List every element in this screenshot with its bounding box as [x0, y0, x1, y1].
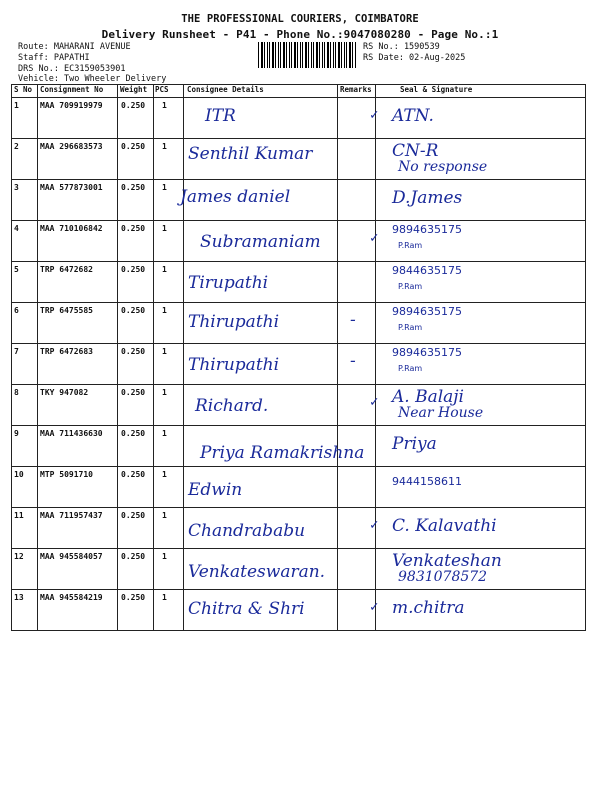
pieces-count: 1	[162, 511, 167, 520]
pieces-count: 1	[162, 142, 167, 151]
weight-value: 0.250	[121, 265, 146, 274]
row-rule	[11, 466, 585, 467]
weight-value: 0.250	[121, 552, 146, 561]
row-rule	[11, 343, 585, 344]
staff-label: Staff: PAPATHI	[18, 53, 90, 63]
consignee-handwriting: James daniel	[180, 187, 291, 207]
signature-handwriting: 9894635175	[392, 223, 462, 236]
signature-handwriting: C. Kalavathi	[392, 516, 497, 536]
column-rule	[337, 84, 338, 631]
signature-handwriting: A. Balaji	[392, 387, 464, 407]
signature-handwriting: Priya	[392, 434, 437, 454]
pieces-count: 1	[162, 388, 167, 397]
consignee-handwriting: Tirupathi	[188, 273, 269, 293]
serial-number: 4	[14, 224, 19, 233]
tick-mark: ✓	[370, 230, 379, 246]
row-rule	[11, 138, 585, 139]
signature-handwriting: 9894635175	[392, 305, 462, 318]
consignee-handwriting: Edwin	[188, 480, 243, 500]
serial-number: 1	[14, 101, 19, 110]
column-rule	[11, 84, 12, 631]
route-label: Route: MAHARANI AVENUE	[18, 42, 131, 52]
barcode	[258, 42, 356, 68]
consignment-number: MTP 5091710	[40, 470, 93, 479]
row-rule	[11, 97, 585, 98]
weight-value: 0.250	[121, 593, 146, 602]
row-rule	[11, 220, 585, 221]
consignment-number: MAA 711957437	[40, 511, 103, 520]
runsheet-subtitle: Delivery Runsheet - P41 - Phone No.:9047080280 - Page No.:1	[101, 28, 499, 41]
signature-note-handwriting: P.Ram	[398, 241, 423, 250]
vehicle-label: Vehicle: Two Wheeler Delivery	[18, 74, 167, 84]
consignment-number: MAA 711436630	[40, 429, 103, 438]
signature-note-handwriting: P.Ram	[398, 323, 423, 332]
serial-number: 10	[14, 470, 24, 479]
consignment-number: TRP 6472683	[40, 347, 93, 356]
consignment-number: MAA 710106842	[40, 224, 103, 233]
pieces-count: 1	[162, 183, 167, 192]
consignee-handwriting: ITR	[205, 106, 236, 126]
weight-value: 0.250	[121, 224, 146, 233]
weight-value: 0.250	[121, 306, 146, 315]
signature-handwriting: 9894635175	[392, 346, 462, 359]
serial-number: 6	[14, 306, 19, 315]
rs-date: RS Date: 02-Aug-2025	[363, 53, 466, 63]
signature-handwriting: Venkateshan	[392, 551, 502, 571]
consignee-handwriting: Senthil Kumar	[188, 144, 313, 164]
row-rule	[11, 425, 585, 426]
table-top-rule	[11, 84, 585, 85]
consignee-handwriting: Richard.	[195, 396, 269, 416]
pieces-count: 1	[162, 552, 167, 561]
signature-handwriting: ATN.	[392, 106, 434, 126]
weight-value: 0.250	[121, 511, 146, 520]
col-weight: Weight	[120, 85, 148, 94]
column-rule	[153, 84, 154, 631]
column-rule	[37, 84, 38, 631]
consignee-handwriting: Chitra & Shri	[188, 599, 305, 619]
signature-handwriting: m.chitra	[392, 598, 465, 618]
tick-mark: ✓	[370, 517, 379, 533]
col-seal: Seal & Signature	[400, 85, 473, 94]
row-rule	[11, 302, 585, 303]
weight-value: 0.250	[121, 101, 146, 110]
consignee-handwriting: Priya Ramakrishna	[200, 443, 365, 463]
consignment-number: TKY 947082	[40, 388, 89, 397]
pieces-count: 1	[162, 224, 167, 233]
consignment-number: MAA 945584057	[40, 552, 103, 561]
weight-value: 0.250	[121, 183, 146, 192]
serial-number: 13	[14, 593, 24, 602]
signature-note-handwriting: No response	[398, 159, 488, 175]
weight-value: 0.250	[121, 347, 146, 356]
consignment-number: TRP 6472682	[40, 265, 93, 274]
serial-number: 12	[14, 552, 24, 561]
tick-mark: ✓	[370, 394, 379, 410]
column-rule	[585, 84, 586, 631]
signature-handwriting: CN-R	[392, 141, 439, 161]
runsheet-title: THE PROFESSIONAL COURIERS, COIMBATORE	[181, 13, 419, 25]
pieces-count: 1	[162, 265, 167, 274]
signature-handwriting: 9844635175	[392, 264, 462, 277]
column-rule	[183, 84, 184, 631]
pieces-count: 1	[162, 306, 167, 315]
remarks-handwriting: -	[350, 310, 356, 330]
serial-number: 8	[14, 388, 19, 397]
pieces-count: 1	[162, 593, 167, 602]
row-rule	[11, 261, 585, 262]
row-rule	[11, 589, 585, 590]
weight-value: 0.250	[121, 429, 146, 438]
consignment-number: MAA 296683573	[40, 142, 103, 151]
tick-mark: ✓	[370, 107, 379, 123]
serial-number: 3	[14, 183, 19, 192]
pieces-count: 1	[162, 429, 167, 438]
weight-value: 0.250	[121, 142, 146, 151]
col-sno: S No	[14, 85, 33, 94]
col-consignment: Consignment No	[40, 85, 104, 94]
weight-value: 0.250	[121, 388, 146, 397]
consignee-handwriting: Thirupathi	[188, 312, 280, 332]
pieces-count: 1	[162, 101, 167, 110]
remarks-handwriting: -	[350, 351, 356, 371]
row-rule	[11, 630, 585, 631]
col-remarks: Remarks	[340, 85, 372, 94]
col-pcs: PCS	[155, 85, 169, 94]
serial-number: 11	[14, 511, 24, 520]
consignment-number: TRP 6475585	[40, 306, 93, 315]
signature-handwriting: 9444158611	[392, 475, 462, 488]
consignment-number: MAA 709919979	[40, 101, 103, 110]
col-consignee: Consignee Details	[187, 85, 264, 94]
column-rule	[375, 84, 376, 631]
row-rule	[11, 507, 585, 508]
pieces-count: 1	[162, 347, 167, 356]
consignment-number: MAA 577873001	[40, 183, 103, 192]
row-rule	[11, 548, 585, 549]
row-rule	[11, 384, 585, 385]
serial-number: 9	[14, 429, 19, 438]
signature-note-handwriting: P.Ram	[398, 282, 423, 291]
serial-number: 2	[14, 142, 19, 151]
consignee-handwriting: Subramaniam	[200, 232, 321, 252]
signature-handwriting: D.James	[392, 188, 463, 208]
signature-note-handwriting: Near House	[398, 405, 484, 421]
consignee-handwriting: Thirupathi	[188, 355, 280, 375]
column-rule	[117, 84, 118, 631]
consignee-handwriting: Venkateswaran.	[188, 562, 326, 582]
serial-number: 7	[14, 347, 19, 356]
signature-note-handwriting: 9831078572	[398, 569, 488, 585]
rs-number: RS No.: 1590539	[363, 42, 440, 52]
consignment-number: MAA 945584219	[40, 593, 103, 602]
pieces-count: 1	[162, 470, 167, 479]
drs-label: DRS No.: EC3159053901	[18, 64, 126, 74]
row-rule	[11, 179, 585, 180]
signature-note-handwriting: P.Ram	[398, 364, 423, 373]
serial-number: 5	[14, 265, 19, 274]
tick-mark: ✓	[370, 599, 379, 615]
consignee-handwriting: Chandrababu	[188, 521, 306, 541]
weight-value: 0.250	[121, 470, 146, 479]
